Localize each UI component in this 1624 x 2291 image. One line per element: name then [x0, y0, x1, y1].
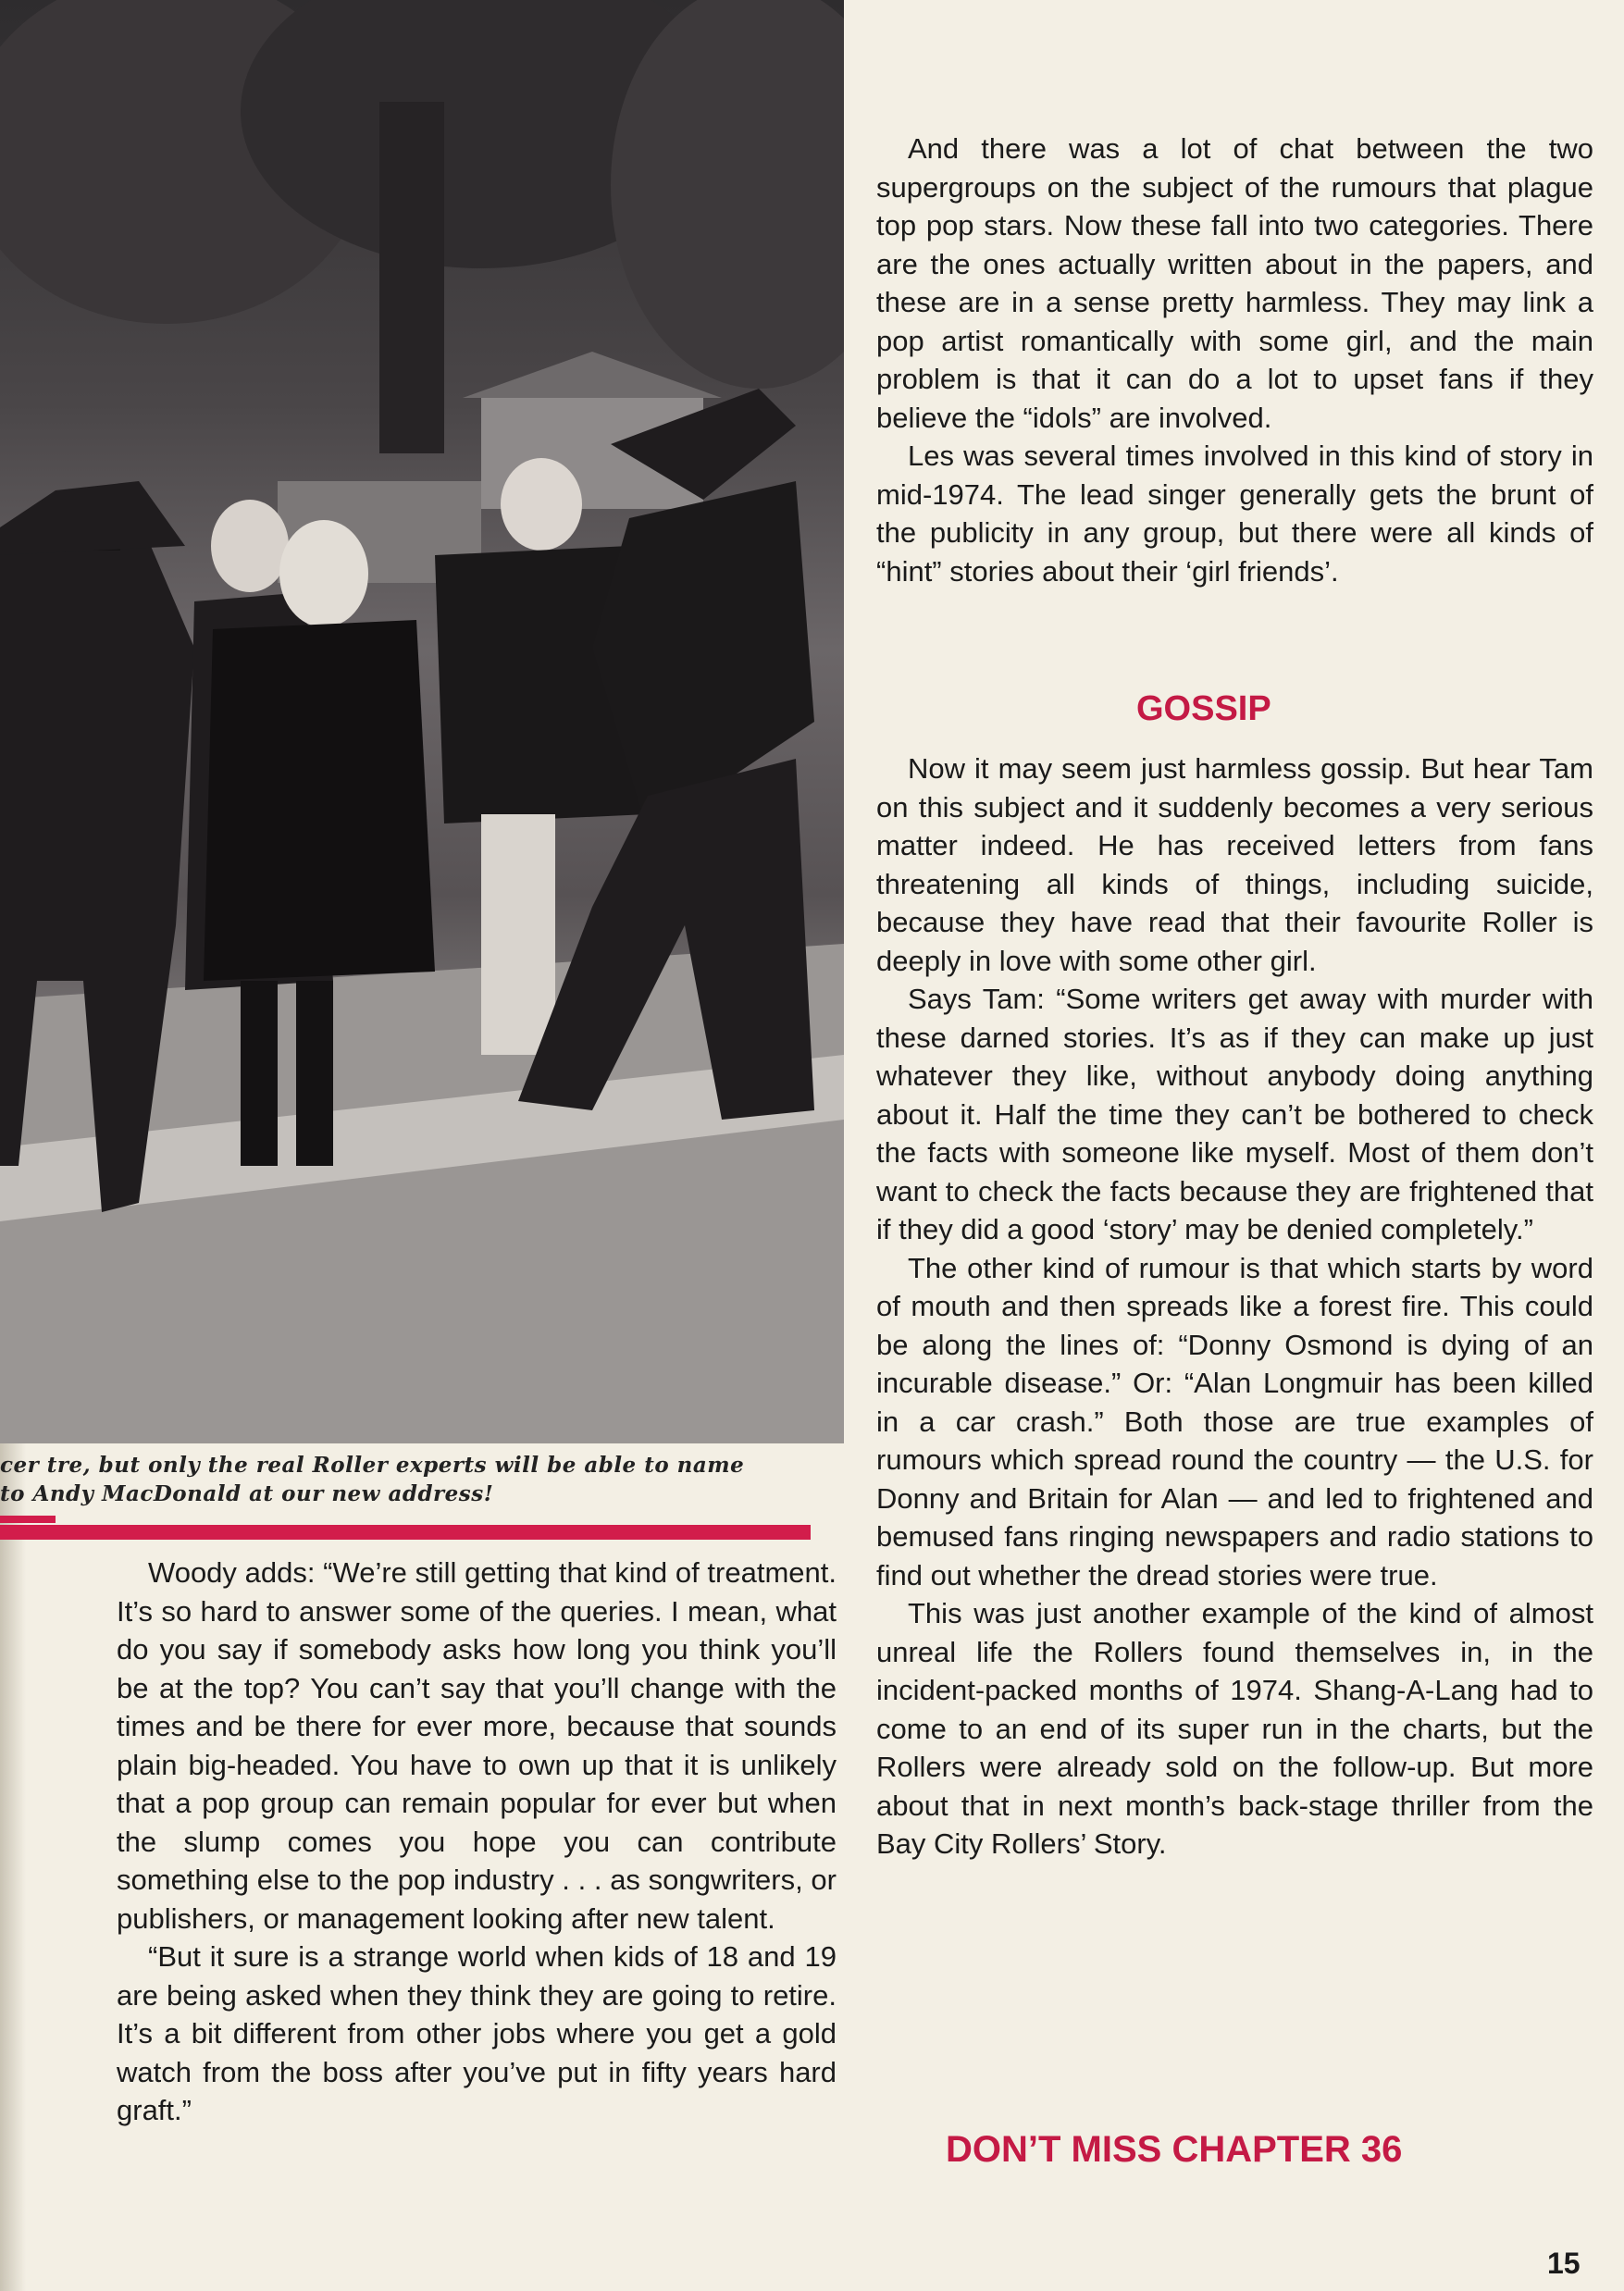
paragraph: And there was a lot of chat between the two supergroups on the subject of the rumours that plague top pop stars. Now these fall into two categories. There are the ones actually written about in the papers, and these are in a sense pretty harmless. They may link a pop artist romantically with some girl, and the main problem is that it can do a lot to upset fans if they believe the “idols” are involved. — [876, 132, 1593, 434]
caption-line-1: cer tre, but only the real Roller experts will be able to name — [0, 1453, 745, 1478]
photo-illustration — [0, 0, 844, 1443]
subheading-gossip: GOSSIP — [1136, 689, 1271, 728]
right-column-bottom-text — [876, 749, 1593, 1864]
red-rule-short — [0, 1516, 56, 1523]
paragraph: Says Tam: “Some writers get away with murder with these darned stories. It’s as if they can make up just whatever they like, without anybody doing anything about it. Half the time they can’t be bothered to check the facts with someone like myself. Most of them don’t want to check the facts because they are frightened that if they did a good ‘story’ may be denied completely.” — [876, 983, 1593, 1245]
red-rule — [0, 1525, 811, 1540]
page-number: 15 — [1547, 2247, 1581, 2280]
paragraph: Les was several times involved in this kind of story in mid-1974. The lead singer generally gets the brunt of the publicity in any group, but there were all kinds of “hint” stories about their ‘girl friends’. — [876, 440, 1593, 588]
paragraph: “But it sure is a strange world when kids of 18 and 19 are being asked when they think they are going to retire. It’s a bit different from other jobs where you get a gold watch from the boss after you’ve put in fifty years hard graft.” — [117, 1940, 837, 2126]
photo-bay-city-rollers-costumes — [0, 0, 844, 1443]
photo-caption — [0, 1451, 833, 1508]
paragraph: This was just another example of the kind of almost unreal life the Rollers found themselves in, in the incident-packed months of 1974. Shang-A-Lang had to come to an end of its super run in the charts, but the Rollers were already sold on the follow-up. But more about that in next month’s back-stage thriller from the Bay City Rollers’ Story. — [876, 1597, 1593, 1860]
right-column-top-text — [876, 130, 1593, 590]
paragraph: The other kind of rumour is that which starts by word of mouth and then spreads like a forest fire. This could be along the lines of: “Donny Osmond is dying of an incurable disease.” Or: “Alan Longmuir has been killed in a car crash.” Both those are true examples of rumours which spread round the country — the U.S. for Donny and Britain for Alan — and led to frightened and bemused fans ringing newspapers and radio stations to find out whether the dread stories were true. — [876, 1251, 1593, 1591]
paragraph: Now it may seem just harmless gossip. But hear Tam on this subject and it suddenly becomes a very serious matter indeed. He has received letters from fans threatening all kinds of things, including suicide, because they have read that their favourite Roller is deeply in love with some other girl. — [876, 752, 1593, 977]
footer-heading: DON’T MISS CHAPTER 36 — [946, 2129, 1403, 2170]
paragraph: Woody adds: “We’re still getting that kind of treatment. It’s so hard to answer some of the queries. I mean, what do you say if somebody asks how long you think you’ll be at the top? You can’t say that you’ll change with the times and be there for ever more, because that sounds plain big-headed. You have to own up that it is unlikely that a pop group can remain popular for ever but when the slump comes you hope you can contribute something else to the pop industry . . . as songwriters, or publishers, or management looking after new talent. — [117, 1556, 837, 1935]
left-column-text — [117, 1554, 837, 2130]
caption-line-2: to Andy MacDonald at our new address! — [0, 1481, 494, 1506]
